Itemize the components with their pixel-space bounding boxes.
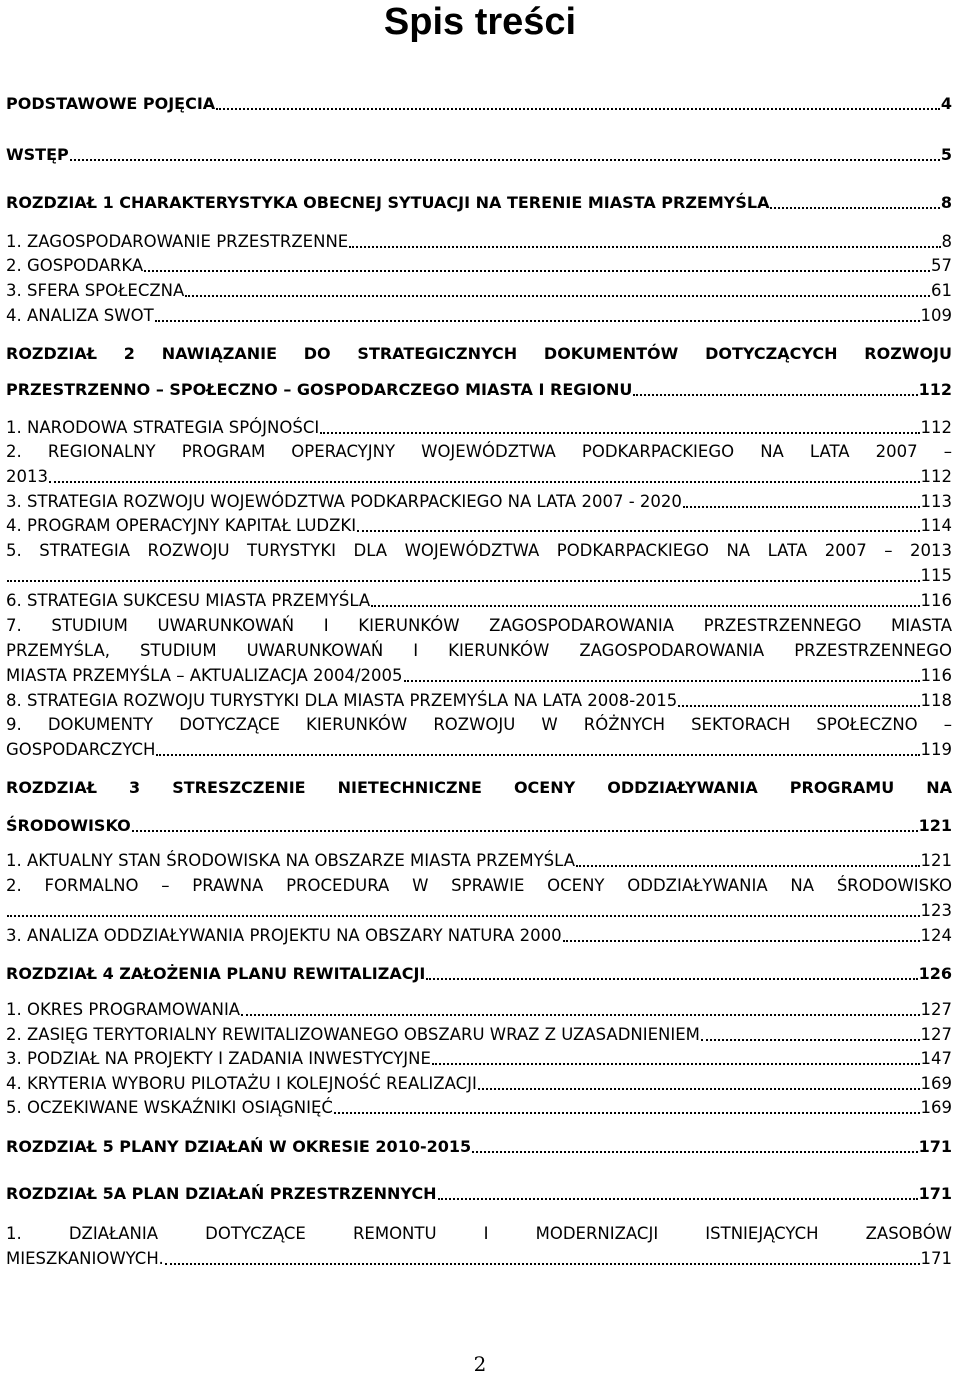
toc-entry-page: 169: [920, 1074, 952, 1093]
toc-entry-title: 4. ANALIZA SWOT: [6, 306, 154, 325]
toc-entry-title: 5. OCZEKIWANE WSKAŹNIKI OSIĄGNIĘĆ: [6, 1098, 333, 1117]
toc-entry[interactable]: [6, 465, 952, 489]
toc-dot-leader: [357, 530, 919, 532]
toc-dot-leader: [472, 1151, 917, 1153]
toc-entry[interactable]: [6, 1247, 952, 1271]
toc-entry-title: WSTĘP: [6, 145, 69, 164]
toc-entry-text: PRZEMYŚLA, STUDIUM UWARUNKOWAŃ I KIERUNKÓW ZAGOSPODAROWANIA PRZESTRZENNEGO: [6, 641, 952, 660]
toc-dot-leader: [216, 108, 940, 110]
toc-entry-title: ROZDZIAŁ 4 ZAŁOŻENIA PLANU REWITALIZACJI: [6, 964, 426, 983]
toc-dot-leader: [633, 394, 917, 396]
toc-dot-leader: [426, 978, 917, 980]
toc-entry[interactable]: [6, 378, 952, 402]
toc-dot-leader: [49, 481, 920, 483]
toc-entry-page: 124: [920, 926, 952, 945]
toc-dot-leader: [683, 506, 920, 508]
toc-entry-text: ROZDZIAŁ 3 STRESZCZENIE NIETECHNICZNE OCENY ODDZIAŁYWANIA PROGRAMU NA: [6, 778, 952, 797]
toc-entry-title: 4. KRYTERIA WYBORU PILOTAŻU I KOLEJNOŚĆ REALIZACJI: [6, 1074, 477, 1093]
toc-dot-leader: [155, 320, 920, 322]
toc-entry-title: PODSTAWOWE POJĘCIA: [6, 94, 216, 113]
toc-entry[interactable]: [6, 1096, 952, 1120]
toc-dot-leader: [7, 915, 920, 917]
toc-entry-page: 147: [920, 1049, 952, 1068]
toc-entry-title: 2013: [6, 467, 48, 486]
toc-entry-title: MIESZKANIOWYCH.: [6, 1249, 164, 1268]
toc-entry-page: 171: [918, 1184, 952, 1203]
toc-entry-page: 114: [920, 516, 952, 535]
toc-entry[interactable]: [6, 689, 952, 713]
toc-entry-title: ROZDZIAŁ 1 CHARAKTERYSTYKA OBECNEJ SYTUACJI NA TERENIE MIASTA PRZEMYŚLA: [6, 193, 770, 212]
toc-entry[interactable]: [6, 814, 952, 838]
toc-entry[interactable]: [6, 1182, 952, 1206]
page-number: 2: [473, 1352, 487, 1376]
toc-dot-leader: [404, 680, 920, 682]
toc-entry-title: ROZDZIAŁ 5A PLAN DZIAŁAŃ PRZESTRZENNYCH: [6, 1184, 437, 1203]
toc-entry-text: ROZDZIAŁ 2 NAWIĄZANIE DO STRATEGICZNYCH DOKUMENTÓW DOTYCZĄCYCH ROZWOJU: [6, 344, 952, 363]
toc-entry[interactable]: [6, 1135, 952, 1159]
toc-entry-page: 112: [920, 418, 952, 437]
toc-entry-page: 109: [920, 306, 952, 325]
toc-entry-title: ŚRODOWISKO: [6, 816, 131, 835]
toc-dot-leader: [478, 1088, 920, 1090]
toc-entry[interactable]: [6, 514, 952, 538]
toc-entry[interactable]: [6, 230, 952, 254]
toc-entry-text: 1. DZIAŁANIA DOTYCZĄCE REMONTU I MODERNIZACJI ISTNIEJĄCYCH ZASOBÓW: [6, 1224, 952, 1243]
toc-dot-leader: [678, 705, 919, 707]
toc-entry-text: 9. DOKUMENTY DOTYCZĄCE KIERUNKÓW ROZWOJU W RÓŻNYCH SEKTORACH SPOŁECZNO –: [6, 715, 952, 734]
toc-entry-title: 1. NARODOWA STRATEGIA SPÓJNOŚCI: [6, 418, 320, 437]
toc-entry-title: 1. AKTUALNY STAN ŚRODOWISKA NA OBSZARZE MIASTA PRZEMYŚLA: [6, 851, 575, 870]
toc-entry[interactable]: [6, 589, 952, 613]
toc-dot-leader: [438, 1198, 918, 1200]
toc-dot-leader: [349, 246, 940, 248]
toc-dot-leader: [320, 432, 919, 434]
toc-entry-page: 126: [918, 964, 952, 983]
toc-dot-leader: [371, 605, 919, 607]
toc-entry[interactable]: [6, 1072, 952, 1096]
toc-entry[interactable]: [6, 962, 952, 986]
toc-entry-page: 57: [931, 256, 952, 275]
toc-entry-page: 123: [920, 901, 952, 920]
toc-entry-title: 3. SFERA SPOŁECZNA: [6, 281, 185, 300]
toc-entry-page: 116: [920, 666, 952, 685]
toc-entry-page: 119: [920, 740, 952, 759]
toc-entry-title: 4. PROGRAM OPERACYJNY KAPITAŁ LUDZKI: [6, 516, 357, 535]
toc-dot-leader: [156, 754, 919, 756]
toc-entry-title: GOSPODARCZYCH: [6, 740, 156, 759]
toc-entry[interactable]: [6, 924, 952, 948]
toc-entry-title: 3. ANALIZA ODDZIAŁYWANIA PROJEKTU NA OBSZARY NATURA 2000: [6, 926, 562, 945]
toc-entry-title: 2. ZASIĘG TERYTORIALNY REWITALIZOWANEGO OBSZARU WRAZ Z UZASADNIENIEM: [6, 1025, 700, 1044]
toc-entry-page: 127: [920, 1000, 952, 1019]
toc-entry-page: 5: [940, 145, 952, 164]
toc-entry-page: 169: [920, 1098, 952, 1117]
toc-entry-page: 113: [920, 492, 952, 511]
toc-entry-title: 8. STRATEGIA ROZWOJU TURYSTYKI DLA MIASTA PRZEMYŚLA NA LATA 2008-2015: [6, 691, 678, 710]
toc-entry-page: 171: [920, 1249, 952, 1268]
toc-entry[interactable]: [6, 899, 952, 923]
toc-entry-title: 3. STRATEGIA ROZWOJU WOJEWÓDZTWA PODKARPACKIEGO NA LATA 2007 - 2020: [6, 492, 682, 511]
toc-entry-title: 1. ZAGOSPODAROWANIE PRZESTRZENNE: [6, 232, 349, 251]
toc-entry[interactable]: [6, 92, 952, 116]
toc-entry[interactable]: [6, 416, 952, 440]
toc-dot-leader: [241, 1014, 919, 1016]
toc-entry-text: 5. STRATEGIA ROZWOJU TURYSTYKI DLA WOJEWÓDZTWA PODKARPACKIEGO NA LATA 2007 – 2013: [6, 541, 952, 560]
toc-dot-leader: [185, 295, 930, 297]
toc-entry-page: 121: [920, 851, 952, 870]
toc-entry[interactable]: [6, 738, 952, 762]
toc-entry-page: 127: [920, 1025, 952, 1044]
toc-entry-title: 1. OKRES PROGRAMOWANIA: [6, 1000, 241, 1019]
page-title: Spis treści: [383, 1, 577, 43]
toc-entry[interactable]: [6, 849, 952, 873]
toc-entry-page: 115: [920, 566, 952, 585]
toc-entry-page: 4: [940, 94, 952, 113]
toc-dot-leader: [334, 1112, 920, 1114]
toc-dot-leader: [70, 159, 940, 161]
toc-entry-title: 6. STRATEGIA SUKCESU MIASTA PRZEMYŚLA: [6, 591, 371, 610]
toc-dot-leader: [770, 207, 939, 209]
toc-entry-page: 8: [940, 193, 952, 212]
toc-entry-page: 118: [920, 691, 952, 710]
toc-entry[interactable]: [6, 304, 952, 328]
toc-entry-page: 171: [918, 1137, 952, 1156]
toc-dot-leader: [144, 270, 930, 272]
toc-dot-leader: [701, 1039, 920, 1041]
toc-entry[interactable]: [6, 191, 952, 215]
toc-entry-text: 7. STUDIUM UWARUNKOWAŃ I KIERUNKÓW ZAGOSPODAROWANIA PRZESTRZENNEGO MIASTA: [6, 616, 952, 635]
toc-entry[interactable]: [6, 143, 952, 167]
toc-entry-page: 8: [941, 232, 952, 251]
toc-entry-title: 3. PODZIAŁ NA PROJEKTY I ZADANIA INWESTYCYJNE: [6, 1049, 431, 1068]
toc-entry-title: 2. GOSPODARKA: [6, 256, 144, 275]
toc-entry-title: ROZDZIAŁ 5 PLANY DZIAŁAŃ W OKRESIE 2010-2015: [6, 1137, 472, 1156]
toc-dot-leader: [132, 830, 918, 832]
toc-entry[interactable]: [6, 564, 952, 588]
toc-dot-leader: [7, 580, 920, 582]
toc-entry[interactable]: [6, 254, 952, 278]
toc-entry[interactable]: [6, 1023, 952, 1047]
toc-entry-page: 116: [920, 591, 952, 610]
toc-dot-leader: [165, 1263, 920, 1265]
toc-entry[interactable]: [6, 1047, 952, 1071]
toc-entry[interactable]: [6, 664, 952, 688]
toc-entry-title: PRZESTRZENNO – SPOŁECZNO – GOSPODARCZEGO MIASTA I REGIONU: [6, 380, 633, 399]
toc-entry-text: 2. REGIONALNY PROGRAM OPERACYJNY WOJEWÓDZTWA PODKARPACKIEGO NA LATA 2007 –: [6, 442, 952, 461]
toc-entry-page: 112: [918, 380, 952, 399]
toc-entry[interactable]: [6, 998, 952, 1022]
toc-entry[interactable]: [6, 279, 952, 303]
toc-entry[interactable]: [6, 490, 952, 514]
toc-entry-page: 121: [918, 816, 952, 835]
toc-entry-text: 2. FORMALNO – PRAWNA PROCEDURA W SPRAWIE OCENY ODDZIAŁYWANIA NA ŚRODOWISKO: [6, 876, 952, 895]
toc-dot-leader: [432, 1063, 920, 1065]
toc-entry-page: 112: [920, 467, 952, 486]
toc-dot-leader: [576, 865, 920, 867]
toc-dot-leader: [563, 940, 920, 942]
toc-entry-title: MIASTA PRZEMYŚLA – AKTUALIZACJA 2004/2005: [6, 666, 403, 685]
toc-entry-page: 61: [931, 281, 952, 300]
